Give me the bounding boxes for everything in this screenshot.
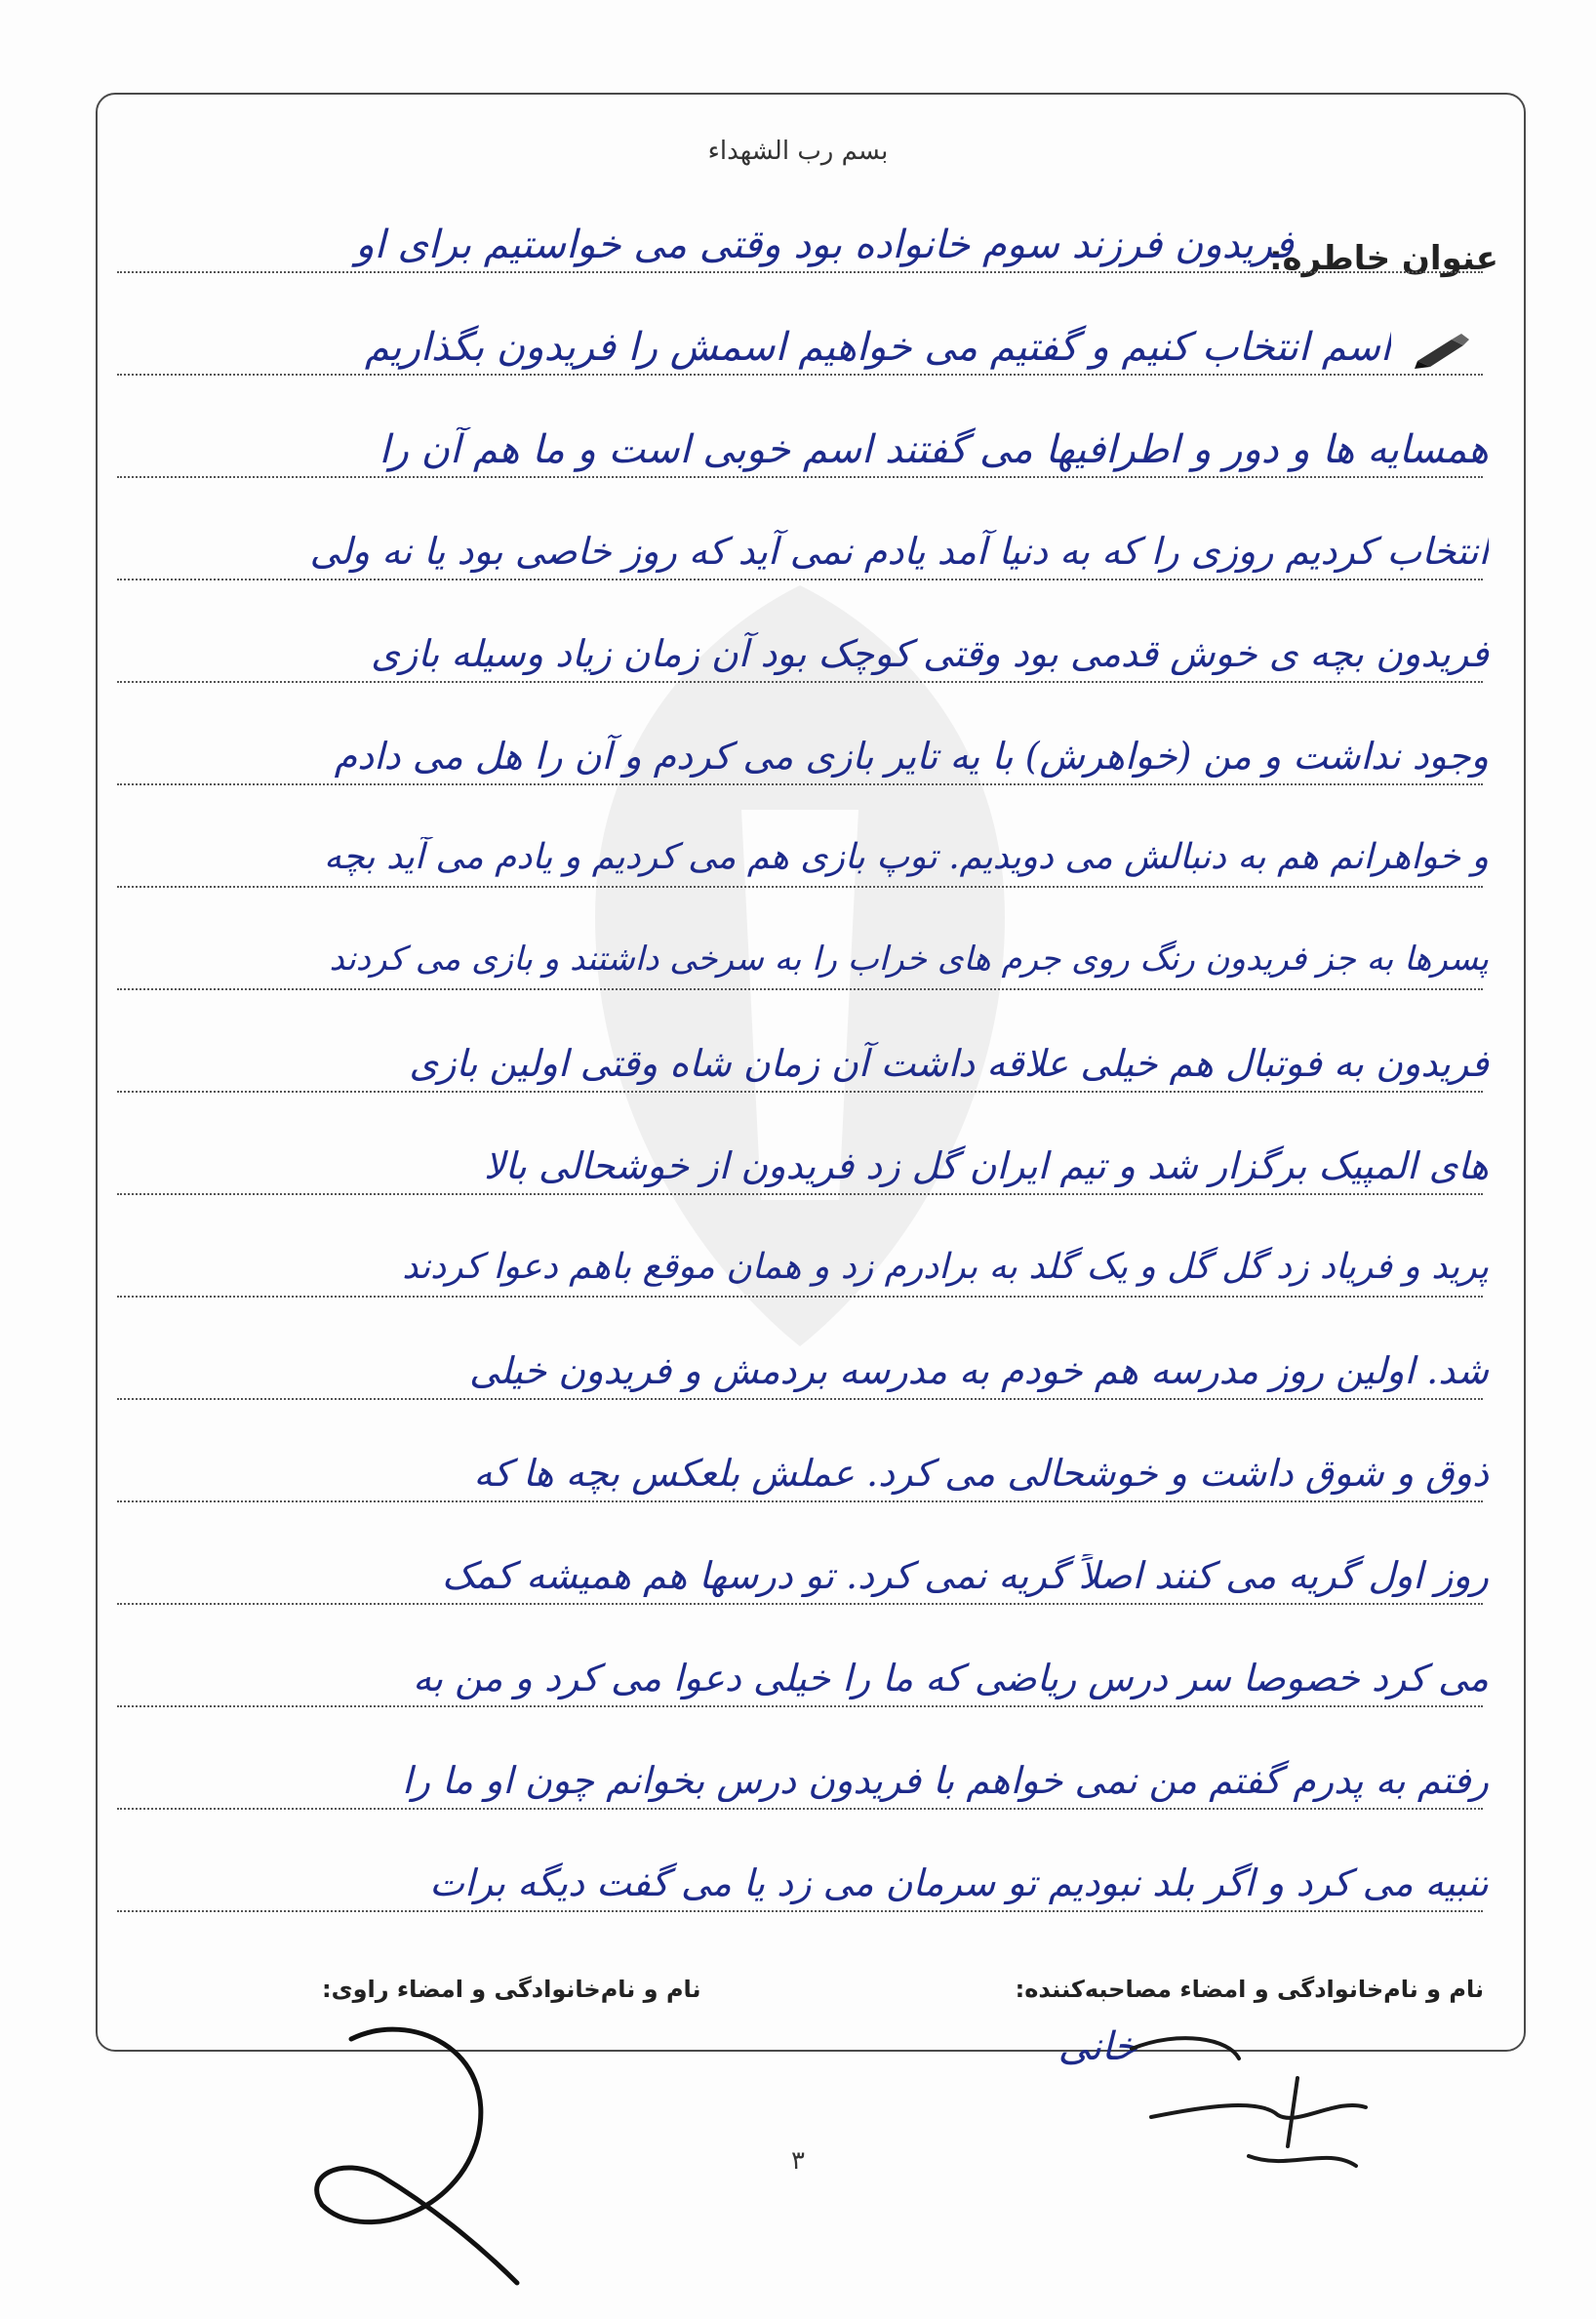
dotted-line [117, 1705, 1483, 1707]
handwritten-line: تنبیه می کرد و اگر بلد نبودیم تو سرمان می زد یا می گفت دیگه برات [429, 1861, 1489, 1904]
dotted-line [117, 1603, 1483, 1605]
dotted-line [117, 783, 1483, 785]
page-number: ٣ [791, 2146, 805, 2176]
dotted-line [117, 1500, 1483, 1502]
narrator-signature-label: نام و نام‌خانوادگی و امضاء راوی: [322, 1976, 701, 2003]
handwritten-line: شد. اولین روز مدرسه هم خودم به مدرسه بردمش و فریدون خیلی [469, 1349, 1489, 1392]
handwritten-line: می کرد خصوصا سر درس ریاضی که ما را خیلی دعوا می کرد و من به [413, 1657, 1489, 1699]
dotted-line [117, 271, 1483, 273]
handwritten-line: پسرها به جز فریدون رنگ روی جرم های خراب را به سرخی داشتند و بازی می کردند [329, 940, 1489, 979]
dotted-line [117, 1910, 1483, 1912]
dotted-line [117, 1193, 1483, 1195]
handwritten-line: اسم انتخاب کنیم و گفتیم می خواهیم اسمش را فریدون بگذاریم [364, 325, 1391, 370]
interviewer-signature-label: نام و نام‌خانوادگی و امضاء مصاحبه‌کننده: [1015, 1976, 1484, 2003]
handwritten-line: فریدون بچه ی خوش قدمی بود وقتی کوچک بود آن زمان زیاد وسیله بازی [371, 632, 1489, 675]
handwritten-line: روز اول گریه می کنند اصلاً گریه نمی کرد. تو درسها هم همیشه کمک [442, 1554, 1489, 1597]
dotted-line [117, 1808, 1483, 1810]
handwritten-line: وجود نداشت و من (خواهرش) با یه تایر بازی می کردم و آن را هل می دادم [334, 735, 1489, 778]
handwritten-line: ذوق و شوق داشت و خوشحالی می کرد. عملش بلعکس بچه ها که [473, 1452, 1489, 1495]
dotted-line [117, 579, 1483, 580]
interviewer-handwritten-name: خانی [1057, 2024, 1137, 2069]
handwritten-line: فریدون فرزند سوم خانواده بود وقتی می خواستیم برای او [355, 222, 1294, 267]
handwritten-line: رفتم به پدرم گفتم من نمی خواهم با فریدون درس بخوانم چون او ما را [402, 1759, 1489, 1802]
handwritten-line: همسایه ها و دور و اطرافیها می گفتند اسم خوبی است و ما هم آن را [379, 427, 1489, 472]
handwritten-line: انتخاب کردیم روزی را که به دنیا آمد یادم نمی آید که روز خاصی بود یا نه ولی [309, 530, 1489, 573]
handwritten-line: های المپیک برگزار شد و تیم ایران گل زد فریدون از خوشحالی بالا [483, 1144, 1489, 1187]
dotted-line [117, 1091, 1483, 1093]
dotted-line [117, 476, 1483, 478]
dotted-line [117, 1398, 1483, 1400]
memory-title-label: عنوان خاطره: [1268, 239, 1498, 278]
dotted-line [117, 1296, 1483, 1298]
dotted-line [117, 681, 1483, 683]
dotted-line [117, 988, 1483, 990]
dotted-line [117, 374, 1483, 376]
page-header-bismillah: بسم رب الشهداء [707, 137, 889, 166]
dotted-line [117, 886, 1483, 888]
handwritten-line: پرید و فریاد زد گل گل و یک گلد به برادرم زد و همان موقع باهم دعوا کردند [402, 1247, 1489, 1287]
handwritten-line: فریدون به فوتبال هم خیلی علاقه داشت آن زمان شاه وقتی اولین بازی [409, 1042, 1489, 1085]
handwritten-line: و خواهرانم هم به دنبالش می دویدیم. توپ بازی هم می کردیم و یادم می آید بچه [324, 837, 1489, 877]
